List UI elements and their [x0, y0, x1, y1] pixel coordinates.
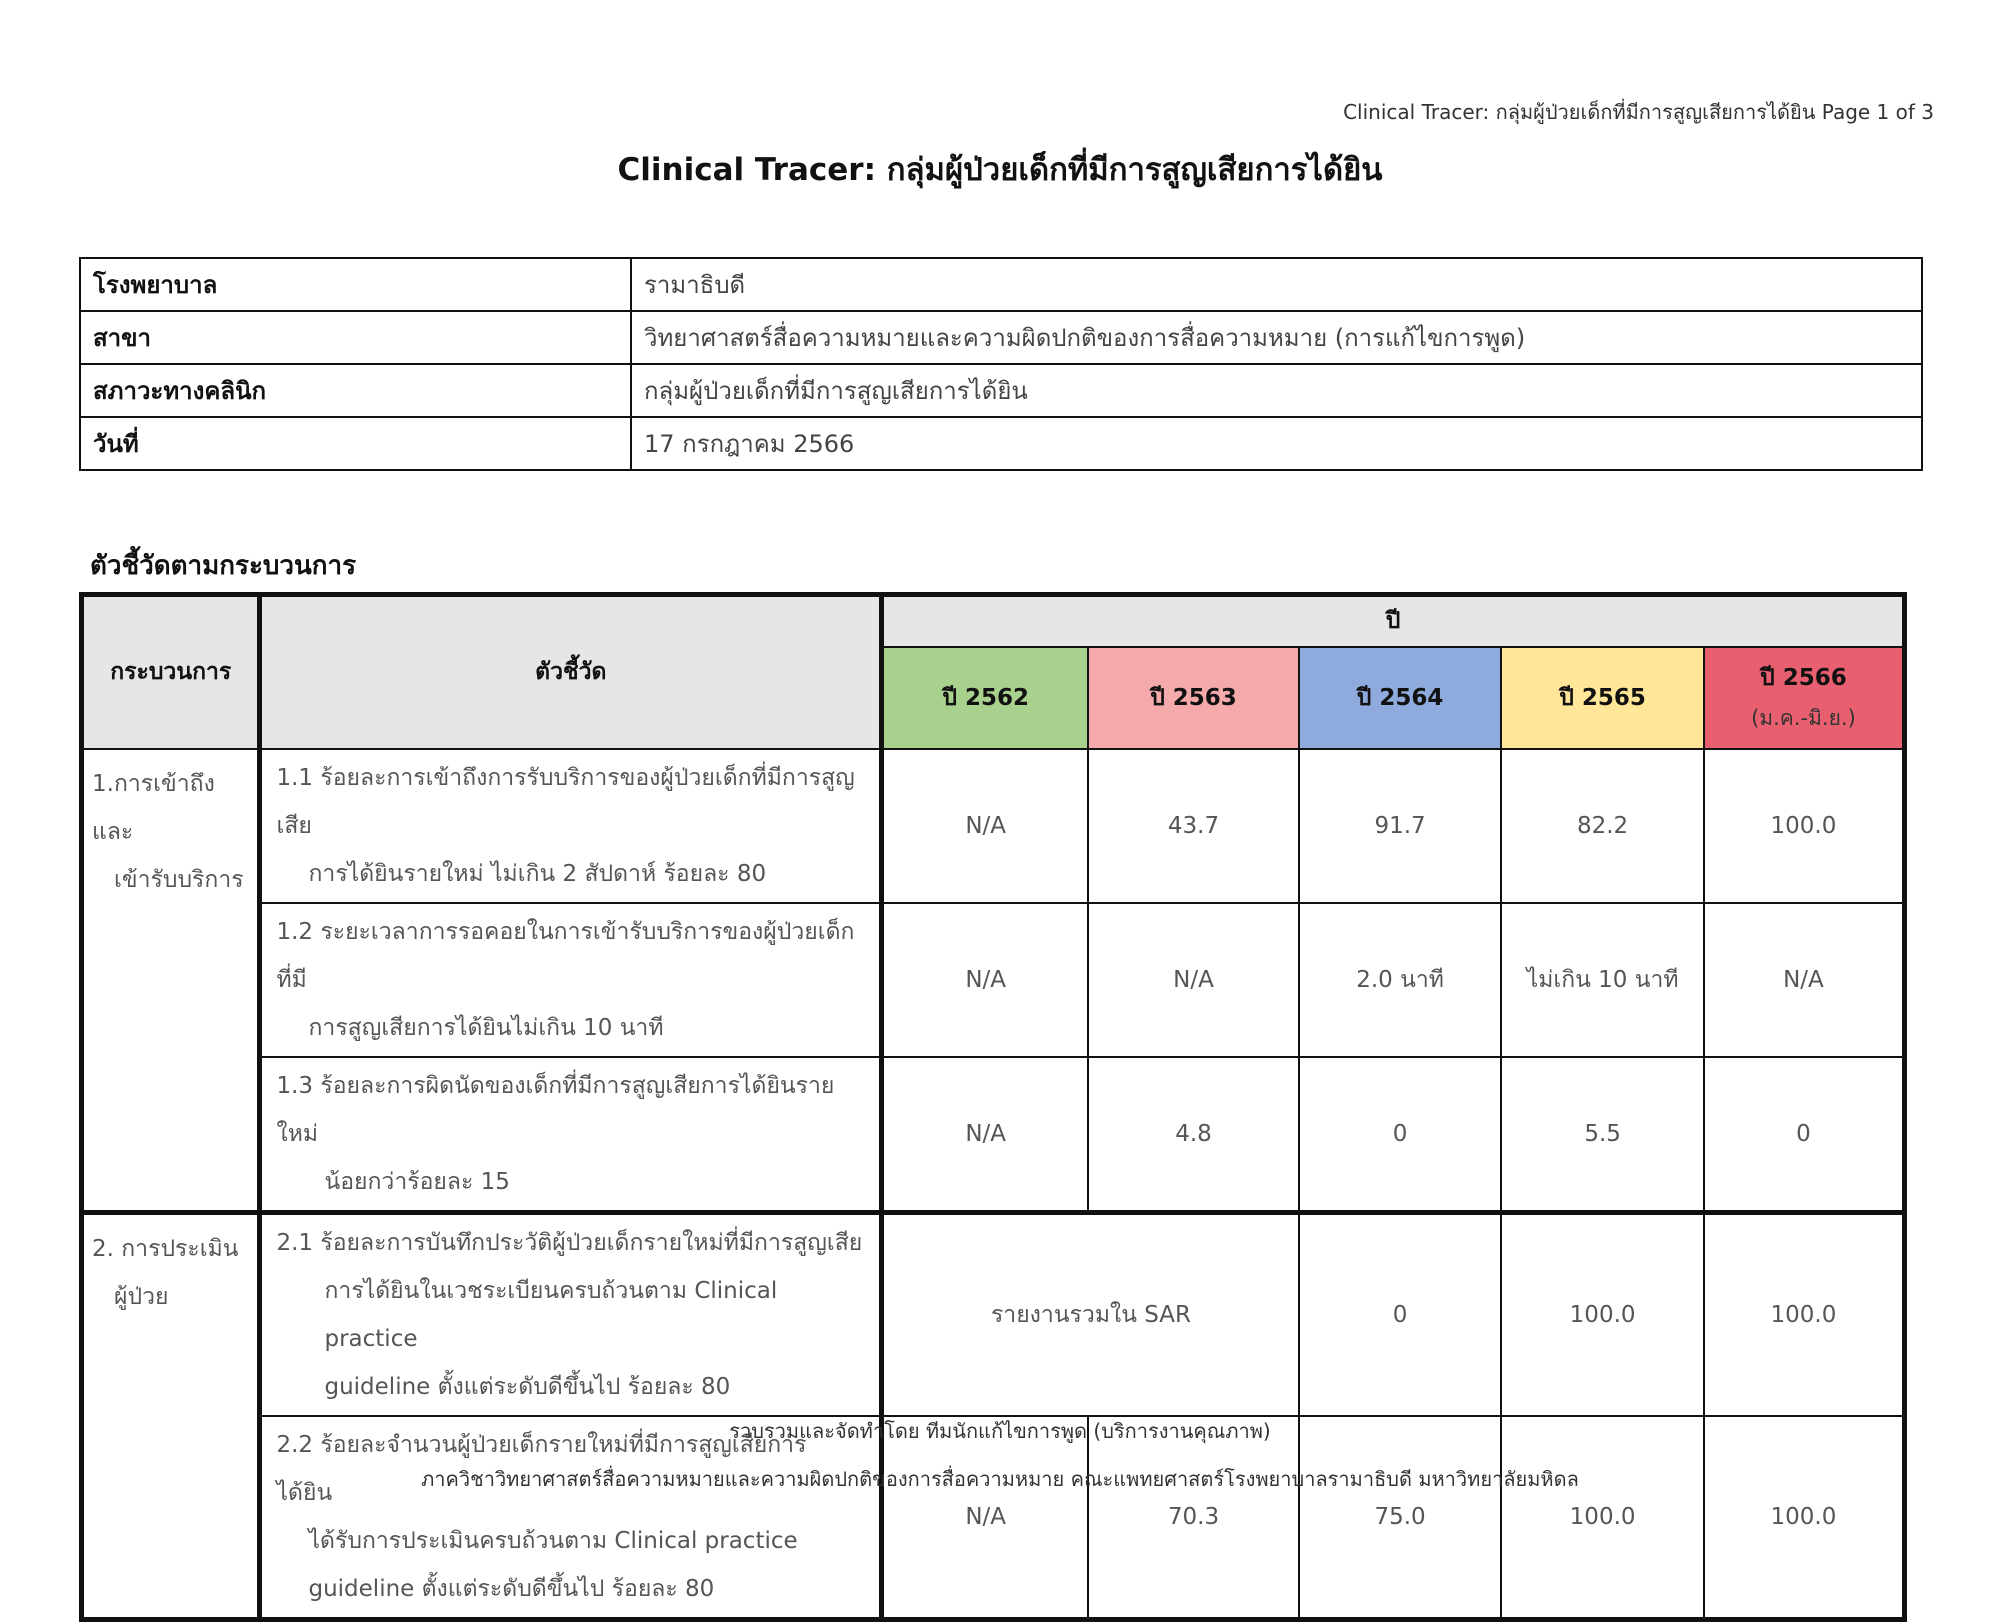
- year-header-2565: [1501, 647, 1704, 749]
- value-cell: N/A: [882, 1057, 1089, 1213]
- indicator-line: การได้ยินรายใหม่ ไม่เกิน 2 สัปดาห์ ร้อยละ 80: [308, 860, 767, 887]
- info-table: [79, 257, 1923, 471]
- value-cell: 43.7: [1088, 749, 1299, 903]
- merged-value-cell: รายงานรวมใน SAR: [882, 1212, 1299, 1416]
- table-header-row: [82, 595, 1905, 647]
- info-value: วิทยาศาสตร์สื่อความหมายและความผิดปกติของการสื่อความหมาย (การแก้ไขการพูด): [631, 311, 1922, 364]
- page-header-note: Clinical Tracer: กลุ่มผู้ป่วยเด็กที่มีการสูญเสียการได้ยิน Page 1 of 3: [1343, 100, 1934, 124]
- value-cell: 82.2: [1501, 749, 1704, 903]
- indicator-line: 2.1 ร้อยละการบันทึกประวัติผู้ป่วยเด็กรายใหม่ที่มีการสูญเสีย: [276, 1229, 863, 1256]
- indicator-line: 1.1 ร้อยละการเข้าถึงการรับบริการของผู้ป่วยเด็กที่มีการสูญเสีย: [276, 764, 855, 839]
- value-cell: 91.7: [1299, 749, 1502, 903]
- info-value: รามาธิบดี: [631, 258, 1922, 311]
- info-row: [80, 258, 1922, 311]
- table-row: [82, 1057, 1905, 1213]
- value-cell: 100.0: [1501, 1212, 1704, 1416]
- year-header-2562: [882, 647, 1089, 749]
- value-cell: N/A: [882, 903, 1089, 1057]
- section-title: ตัวชี้วัดตามกระบวนการ: [90, 551, 357, 581]
- year-group-header: ปี: [882, 595, 1905, 647]
- footer-line-1: รวบรวมและจัดทำโดย ทีมนักแก้ไขการพูด (บริการงานคุณภาพ): [729, 1419, 1271, 1443]
- indicator-line: guideline ตั้งแต่ระดับดีขึ้นไป ร้อยละ 80: [324, 1373, 731, 1400]
- info-label: สาขา: [80, 311, 631, 364]
- year-header-2563: [1088, 647, 1299, 749]
- info-row: [80, 417, 1922, 470]
- year-header-2564: [1299, 647, 1502, 749]
- year-label: ปี 2565: [1559, 684, 1646, 711]
- indicator-column-header: ตัวชี้วัด: [260, 595, 882, 749]
- table-row: [82, 903, 1905, 1057]
- value-cell: 4.8: [1088, 1057, 1299, 1213]
- value-cell: N/A: [882, 1416, 1089, 1620]
- indicator-line: การสูญเสียการได้ยินไม่เกิน 10 นาที: [308, 1014, 664, 1041]
- value-cell: 100.0: [1501, 1416, 1704, 1620]
- indicator-cell: [260, 1212, 882, 1416]
- info-row: [80, 311, 1922, 364]
- value-cell: ไม่เกิน 10 นาที: [1501, 903, 1704, 1057]
- indicator-cell: [260, 1057, 882, 1213]
- process-column-header: กระบวนการ: [82, 595, 260, 749]
- value-cell: 2.0 นาที: [1299, 903, 1502, 1057]
- info-value: กลุ่มผู้ป่วยเด็กที่มีการสูญเสียการได้ยิน: [631, 364, 1922, 417]
- info-label: สภาวะทางคลินิก: [80, 364, 631, 417]
- process-line: 2. การประเมิน: [92, 1235, 239, 1262]
- document-title: Clinical Tracer: กลุ่มผู้ป่วยเด็กที่มีการสูญเสียการได้ยิน: [617, 152, 1383, 188]
- info-label: วันที่: [80, 417, 631, 470]
- indicator-line: น้อยกว่าร้อยละ 15: [324, 1168, 510, 1195]
- info-value: 17 กรกฎาคม 2566: [631, 417, 1922, 470]
- indicator-cell: [260, 903, 882, 1057]
- indicator-line: guideline ตั้งแต่ระดับดีขึ้นไป ร้อยละ 80: [308, 1575, 715, 1602]
- value-cell: 0: [1299, 1212, 1502, 1416]
- indicator-line: การได้ยินในเวชระเบียนครบถ้วนตาม Clinical practice: [324, 1277, 778, 1352]
- indicator-line: 1.3 ร้อยละการผิดนัดของเด็กที่มีการสูญเสียการได้ยินรายใหม่: [276, 1072, 835, 1147]
- value-cell: N/A: [1088, 903, 1299, 1057]
- process-line: เข้ารับบริการ: [114, 866, 244, 893]
- year-sub-label: (ม.ค.-มิ.ย.): [1751, 706, 1856, 730]
- info-row: [80, 364, 1922, 417]
- table-row: [82, 1212, 1905, 1416]
- value-cell: 100.0: [1704, 749, 1905, 903]
- indicator-line: ได้รับการประเมินครบถ้วนตาม Clinical practice: [308, 1527, 798, 1554]
- value-cell: 75.0: [1299, 1416, 1502, 1620]
- value-cell: 100.0: [1704, 1416, 1905, 1620]
- process-cell: [82, 749, 260, 1213]
- value-cell: 70.3: [1088, 1416, 1299, 1620]
- process-line: 1.การเข้าถึงและ: [92, 770, 215, 845]
- indicator-line: 1.2 ระยะเวลาการรอคอยในการเข้ารับบริการของผู้ป่วยเด็กที่มี: [276, 918, 855, 993]
- indicator-line: 2.2 ร้อยละจำนวนผู้ป่วยเด็กรายใหม่ที่มีการสูญเสียการ ได้ยิน: [276, 1431, 807, 1506]
- year-label: ปี 2566: [1760, 665, 1847, 691]
- value-cell: 5.5: [1501, 1057, 1704, 1213]
- year-label: ปี 2562: [942, 684, 1029, 711]
- value-cell: N/A: [882, 749, 1089, 903]
- year-label: ปี 2563: [1150, 684, 1237, 711]
- info-label: โรงพยาบาล: [80, 258, 631, 311]
- process-line: ผู้ป่วย: [114, 1283, 169, 1310]
- value-cell: 100.0: [1704, 1212, 1905, 1416]
- value-cell: 0: [1704, 1057, 1905, 1213]
- year-header-2566: [1704, 647, 1905, 749]
- footer-line-2: ภาควิชาวิทยาศาสตร์สื่อความหมายและความผิดปกติของการสื่อความหมาย คณะแพทยศาสตร์โรงพยาบาลรามาธิบดี มหาวิทยาลัยมหิดล: [421, 1467, 1579, 1491]
- indicator-cell: [260, 749, 882, 903]
- year-label: ปี 2564: [1356, 684, 1444, 711]
- table-row: [82, 749, 1905, 903]
- value-cell: N/A: [1704, 903, 1905, 1057]
- value-cell: 0: [1299, 1057, 1502, 1213]
